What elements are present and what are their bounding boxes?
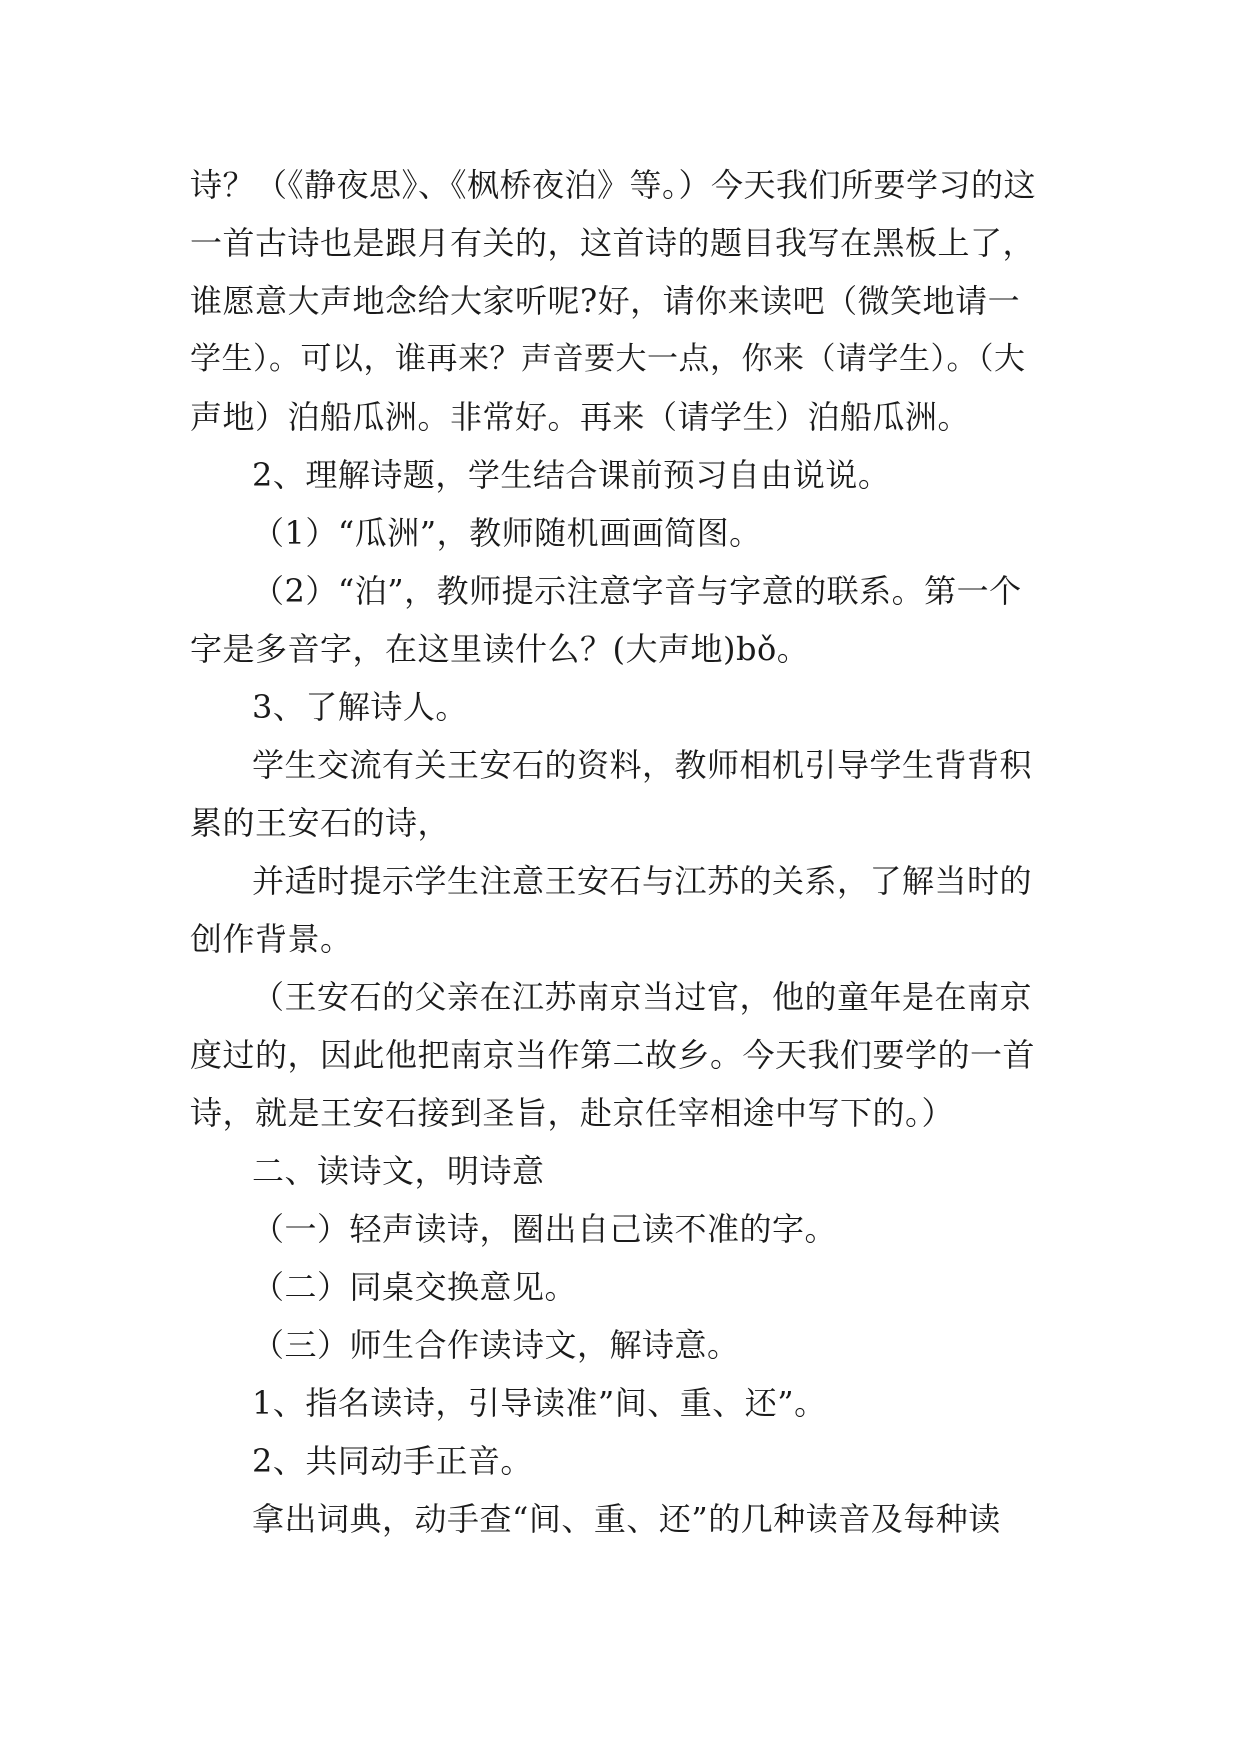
text-line: 并适时提示学生注意王安石与江苏的关系，了解当时的 [252, 862, 1033, 900]
text-line: （一）轻声读诗，圈出自己读不准的字。 [252, 1210, 838, 1248]
text-line: （2）“泊”，教师提示注意字音与字意的联系。第一个 [252, 572, 1022, 610]
text-line: （二）同桌交换意见。 [252, 1268, 578, 1306]
text-line: 创作背景。 [190, 920, 353, 958]
text-line: 学生交流有关王安石的资料，教师相机引导学生背背积 [252, 746, 1033, 784]
text-line: 1、指名读诗，引导读准”间、重、还”。 [252, 1384, 827, 1422]
text-line: 3、了解诗人。 [252, 688, 468, 726]
text-line: 拿出词典，动手查“间、重、还”的几种读音及每种读 [252, 1500, 1001, 1538]
text-line: 诗？（《静夜思》、《枫桥夜泊》等。）今天我们所要学习的这 [190, 166, 1037, 204]
text-line: 2、共同动手正音。 [252, 1442, 533, 1480]
text-line: 字是多音字，在这里读什么？(大声地)bǒ。 [190, 630, 810, 668]
text-line: （1）“瓜洲”，教师随机画画简图。 [252, 514, 762, 552]
text-line: 一首古诗也是跟月有关的，这首诗的题目我写在黑板上了， [190, 224, 1036, 262]
text-line: 诗，就是王安石接到圣旨，赴京任宰相途中写下的。） [190, 1094, 955, 1132]
text-line: 谁愿意大声地念给大家听呢?好，请你来读吧（微笑地请一 [190, 282, 1021, 320]
text-line: 2、理解诗题，学生结合课前预习自由说说。 [252, 456, 891, 494]
text-line: 声地）泊船瓜洲。非常好。再来（请学生）泊船瓜洲。 [190, 398, 971, 436]
text-line: （王安石的父亲在江苏南京当过官，他的童年是在南京 [252, 978, 1033, 1016]
text-line: 累的王安石的诗， [190, 804, 451, 842]
text-line: 学生）。可以，谁再来？声音要大一点，你来（请学生）。（大 [190, 341, 1026, 377]
text-line: 二、读诗文，明诗意 [252, 1152, 545, 1190]
text-line: （三）师生合作读诗文，解诗意。 [252, 1326, 740, 1364]
text-line: 度过的，因此他把南京当作第二故乡。今天我们要学的一首 [190, 1036, 1036, 1074]
